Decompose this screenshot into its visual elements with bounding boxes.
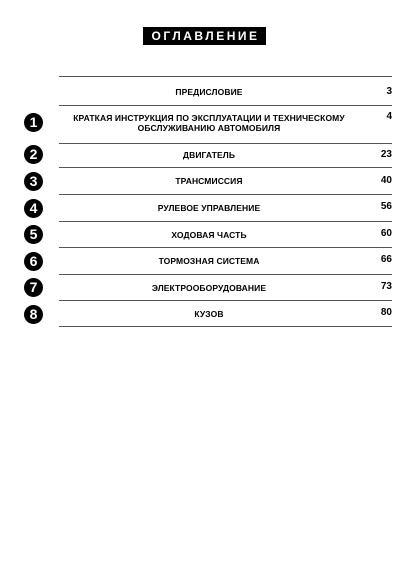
toc-entry-page: 80 xyxy=(380,307,392,318)
divider-line xyxy=(59,194,392,195)
toc-entry-page: 23 xyxy=(380,149,392,160)
divider-line xyxy=(59,300,392,301)
toc-entry-page: 4 xyxy=(386,111,392,122)
chapter-number-badge: 5 xyxy=(24,225,43,244)
chapter-number-badge: 3 xyxy=(24,172,43,191)
chapter-number-badge: 8 xyxy=(24,305,43,324)
toc-entry-page: 60 xyxy=(380,228,392,239)
divider-line xyxy=(59,167,392,168)
toc-entry-title[interactable]: ТОРМОЗНАЯ СИСТЕМА xyxy=(158,256,260,266)
toc-entry-page: 73 xyxy=(380,281,392,292)
divider-line xyxy=(59,105,392,106)
chapter-number-badge: 1 xyxy=(24,113,43,132)
toc-entry-page: 3 xyxy=(386,86,392,97)
divider-line xyxy=(59,326,392,327)
toc-entry-title[interactable]: ЭЛЕКТРООБОРУДОВАНИЕ xyxy=(151,283,267,293)
divider-line xyxy=(59,274,392,275)
divider-line xyxy=(59,247,392,248)
toc-entry-title[interactable]: КУЗОВ xyxy=(194,309,224,319)
chapter-number-badge: 4 xyxy=(24,199,43,218)
divider-line xyxy=(59,76,392,77)
chapter-number-badge: 2 xyxy=(24,145,43,164)
toc-entry-page: 56 xyxy=(380,201,392,212)
page-title-text: ОГЛАВЛЕНИЕ xyxy=(143,27,265,45)
chapter-number-badge: 7 xyxy=(24,278,43,297)
toc-entry-page: 66 xyxy=(380,254,392,265)
divider-line xyxy=(59,143,392,144)
divider-line xyxy=(59,221,392,222)
toc-entry-title[interactable]: КРАТКАЯ ИНСТРУКЦИЯ ПО ЭКСПЛУАТАЦИИ И ТЕХНИЧЕСКОМУ ОБСЛУЖИВАНИЮ АВТОМОБИЛЯ xyxy=(73,113,345,133)
toc-entry-title[interactable]: РУЛЕВОЕ УПРАВЛЕНИЕ xyxy=(157,203,261,213)
toc-entry-title[interactable]: ПРЕДИСЛОВИЕ xyxy=(175,87,243,97)
toc-entry-page: 40 xyxy=(380,175,392,186)
chapter-number-badge: 6 xyxy=(24,252,43,271)
toc-entry-title[interactable]: ХОДОВАЯ ЧАСТЬ xyxy=(171,230,247,240)
toc-entry-title[interactable]: ТРАНСМИССИЯ xyxy=(175,176,243,186)
toc-entry-title[interactable]: ДВИГАТЕЛЬ xyxy=(182,150,236,160)
